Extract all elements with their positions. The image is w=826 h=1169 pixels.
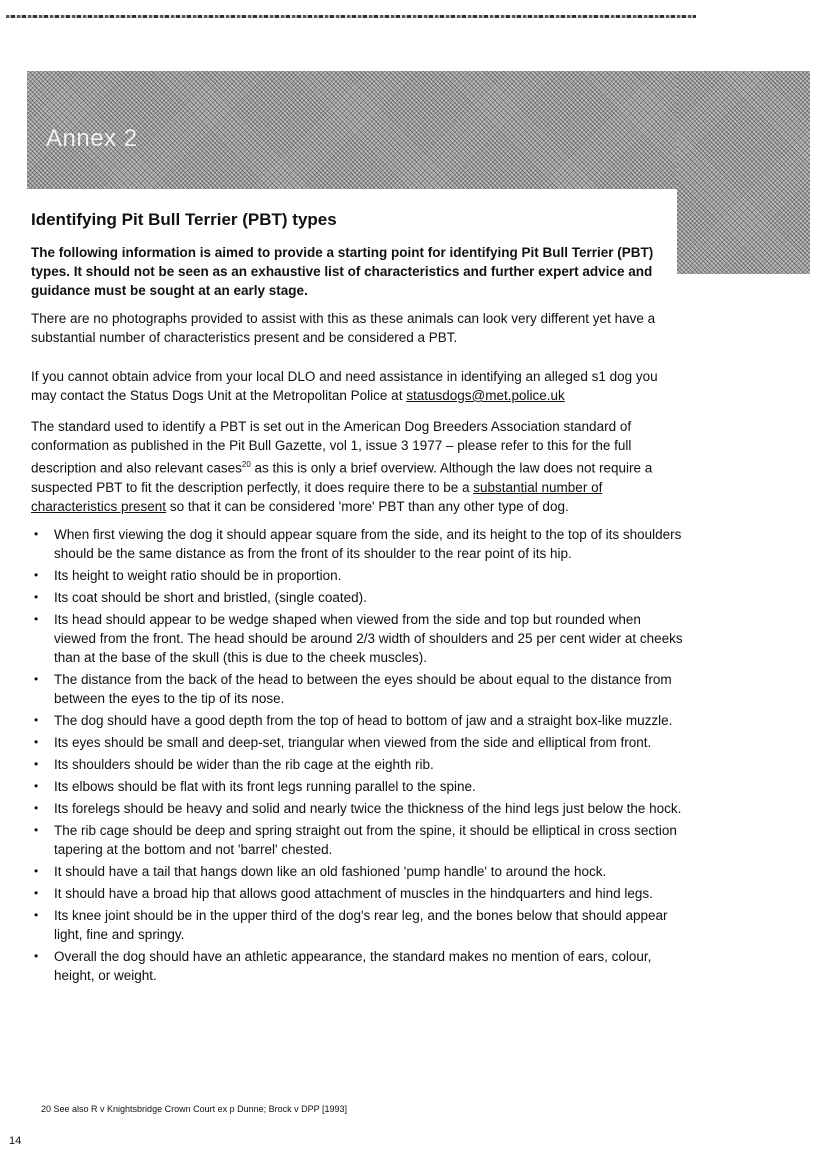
list-item: • Its elbows should be flat with its front legs running parallel to the spine. [31,777,686,796]
paragraph-standard [31,417,683,516]
page-heading: Identifying Pit Bull Terrier (PBT) types [31,210,337,229]
list-item: • The distance from the back of the head to between the eyes should be about equal to the distance from between the eyes to the tip of its nose. [31,670,686,708]
scan-rule [6,15,696,18]
list-item: • It should have a tail that hangs down like an old fashioned 'pump handle' to around the hock. [31,862,686,881]
list-item: • The dog should have a good depth from the top of head to bottom of jaw and a straight box-like muzzle. [31,711,686,730]
list-item: • When first viewing the dog it should appear square from the side, and its height to the top of its shoulders should be the same distance as from the front of its shoulder to the rear point of its hip. [31,525,686,563]
corner-tab [677,71,810,274]
list-item: • It should have a broad hip that allows good attachment of muscles in the hindquarters and hind legs. [31,884,686,903]
standard-underlined: substantial number of characteristics present [31,479,603,514]
list-item: • Its coat should be short and bristled, (single coated). [31,588,686,607]
list-item: • Its head should appear to be wedge shaped when viewed from the side and top but rounded when viewed from the front. The head should be around 2/3 width of shoulders and 25 per cent wider at cheeks than at the base of the skull (this is due to the cheek muscles). [31,610,686,667]
list-item: • The rib cage should be deep and spring straight out from the spine, it should be elliptical in cross section tapering at the bottom and not 'barrel' chested. [31,821,686,859]
footnote-ref: 20 [241,460,251,469]
footnote: 20 See also R v Knightsbridge Crown Court ex p Dunne; Brock v DPP [1993] [41,1104,347,1114]
email-link[interactable]: statusdogs@met.police.uk [406,388,565,403]
list-item: • Its forelegs should be heavy and solid and nearly twice the thickness of the hind legs just below the hock. [31,799,686,818]
list-item: • Its knee joint should be in the upper third of the dog's rear leg, and the bones below that should appear light, fine and springy. [31,906,686,944]
contact-text: If you cannot obtain advice from your local DLO and need assistance in identifying an alleged s1 dog you may contact the Status Dogs Unit at the Metropolitan Police at [31,369,658,403]
paragraph-contact [31,367,683,405]
annex-title: Annex 2 [46,125,138,152]
paragraph-photographs: There are no photographs provided to assist with this as these animals can look very different yet have a substantial number of characteristics present and be considered a PBT. [31,311,656,345]
list-item: • Its height to weight ratio should be in proportion. [31,566,686,585]
standard-text-c: so that it can be considered 'more' PBT than any other type of dog. [166,498,569,514]
list-item: • Its eyes should be small and deep-set, triangular when viewed from the side and elliptical from front. [31,733,686,752]
list-item: • Its shoulders should be wider than the rib cage at the eighth rib. [31,755,686,774]
standard-text-a: The standard used to identify a PBT is set out in the American Dog Breeders Association standard of conformation as published in the Pit Bull Gazette, vol 1, issue 3 1977 – please refer to this for the full description and also relevant cases [31,419,632,476]
list-item: • Overall the dog should have an athletic appearance, the standard makes no mention of ears, colour, height, or weight. [31,947,686,985]
standard-text-b: as this is only a brief overview. Although the law does not require a suspected PBT to fit the description perfectly, it does require there to be a [31,460,653,495]
characteristics-list [31,525,686,988]
intro-paragraph: The following information is aimed to provide a starting point for identifying Pit Bull Terrier (PBT) types. It should not be seen as an exhaustive list of characteristics and further expert advice and guidance must be sought at an early stage. [31,245,654,298]
page-number: 14 [9,1135,22,1147]
